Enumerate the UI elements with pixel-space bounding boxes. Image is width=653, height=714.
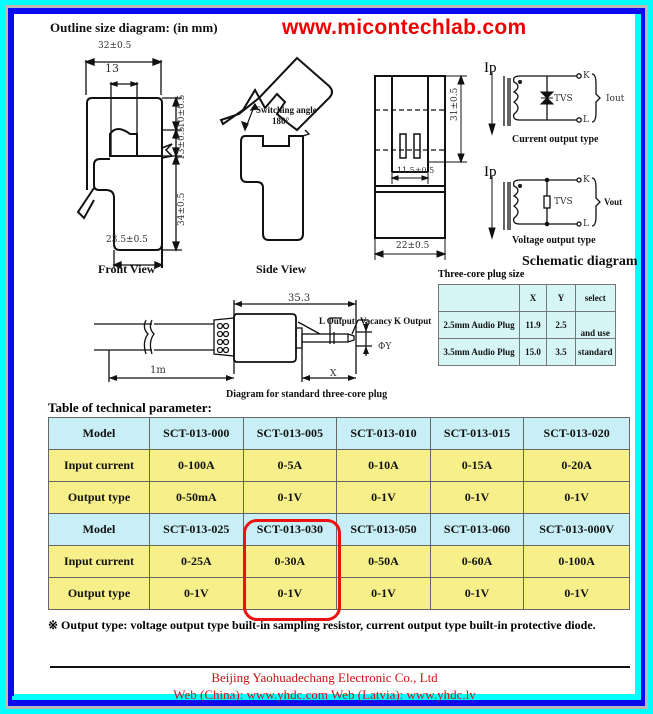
input-current-label: Input current — [49, 546, 150, 578]
input-current-cell: 0-100A — [150, 450, 244, 482]
voltage-ip-label: Ip — [484, 164, 497, 180]
dim-width-total: 32±0.5 — [98, 41, 132, 51]
l-output-label: L Output — [319, 316, 355, 326]
model-cell: SCT-013-000 — [150, 418, 244, 450]
dim-back-height: 31±0.5 — [450, 87, 460, 121]
input-current-cell-highlighted: 0-30A — [243, 546, 337, 578]
plug-x: 11.9 — [520, 312, 547, 339]
input-current-label: Input current — [49, 450, 150, 482]
highlight-ring-sct-013-030 — [243, 519, 341, 621]
tech-table-title: Table of technical parameter: — [48, 400, 212, 415]
output-type-cell: 0-1V — [337, 578, 431, 610]
plug-y: 2.5 — [547, 312, 576, 339]
datasheet-page — [14, 14, 638, 702]
input-current-cell: 0-20A — [524, 450, 630, 482]
model-cell: SCT-013-050 — [337, 514, 431, 546]
vacancy-label: Vacancy — [360, 316, 393, 326]
footer-company: Beijing Yaohuadechang Electronic Co., Ltd — [211, 670, 438, 685]
schematic-title: Schematic diagram — [522, 254, 638, 269]
plug-x-label: X — [330, 369, 337, 379]
input-current-row — [49, 450, 630, 482]
current-out-label: Iout — [606, 94, 625, 104]
switching-angle-label: Switching angle — [256, 105, 317, 115]
input-current-cell: 0-100A — [524, 546, 630, 578]
plug-y: 3.5 — [547, 339, 576, 366]
output-type-label: Output type — [49, 482, 150, 514]
watermark-url: www.micontechlab.com — [282, 16, 527, 39]
plug-size-header-x: X — [520, 285, 547, 312]
output-type-cell: 0-1V — [243, 482, 337, 514]
page-title: Outline size diagram: (in mm) — [50, 20, 218, 35]
plug-diagram — [94, 294, 444, 394]
model-label: Model — [49, 418, 150, 450]
switching-angle-value: 180° — [272, 116, 290, 126]
input-current-cell: 0-10A — [337, 450, 431, 482]
dim-top-height: 10±0.5 — [177, 94, 187, 128]
plug-size-header-row — [439, 285, 616, 312]
current-tvs-label: TVS — [554, 94, 573, 104]
model-cell: SCT-013-010 — [337, 418, 431, 450]
side-view-label: Side View — [256, 262, 307, 276]
model-cell: SCT-013-020 — [524, 418, 630, 450]
plug-diagram-caption: Diagram for standard three-core plug — [226, 389, 388, 400]
output-type-cell: 0-1V — [524, 482, 630, 514]
plug-size-row — [439, 339, 616, 366]
plug-x: 15.0 — [520, 339, 547, 366]
input-current-cell: 0-15A — [430, 450, 524, 482]
cable-length: 1m — [150, 365, 166, 376]
model-label: Model — [49, 514, 150, 546]
output-type-cell: 0-1V — [150, 578, 244, 610]
plug-size-table — [438, 284, 616, 366]
voltage-tvs-label: TVS — [554, 197, 573, 207]
output-type-cell: 0-1V — [337, 482, 431, 514]
plug-select: standard — [576, 339, 616, 366]
plug-size-header-select: select — [576, 285, 616, 312]
frame-blue-left-edge — [8, 8, 14, 696]
output-type-cell: 0-1V — [430, 482, 524, 514]
current-ip-label: Ip — [484, 60, 497, 76]
input-current-cell: 0-5A — [243, 450, 337, 482]
output-type-cell: 0-1V — [524, 578, 630, 610]
output-type-label: Output type — [49, 578, 150, 610]
voltage-out-label: Vout — [604, 197, 623, 207]
dim-bottom-width: 23.5±0.5 — [106, 235, 148, 245]
dim-bottom-height: 34±0.5 — [177, 192, 187, 226]
side-view-drawing — [219, 58, 359, 258]
plug-size-header-blank — [439, 285, 520, 312]
k-output-label: K Output — [394, 316, 432, 326]
frame-blue-top-edge — [8, 8, 641, 14]
output-type-cell: 0-1V — [430, 578, 524, 610]
schematic-current-output — [482, 64, 625, 144]
voltage-k-label: K — [583, 175, 590, 185]
dim-inner-width: 11.5±0.5 — [397, 166, 435, 175]
output-type-cell-highlighted: 0-1V — [243, 578, 337, 610]
model-cell: SCT-013-015 — [430, 418, 524, 450]
model-cell: SCT-013-060 — [430, 514, 524, 546]
voltage-output-caption: Voltage output type — [512, 235, 596, 246]
dim-back-width: 22±0.5 — [396, 241, 430, 251]
footer-web: Web (China): www.yhdc.com Web (Latvia): www.yhdc.lv — [173, 687, 476, 702]
dim-opening: 13 — [105, 62, 119, 75]
footer-divider — [50, 666, 630, 668]
front-view-label: Front View — [98, 262, 156, 276]
input-current-cell: 0-60A — [430, 546, 524, 578]
dim-mid-height: 13±0.5 — [177, 126, 187, 160]
plug-type: 2.5mm Audio Plug — [439, 312, 520, 339]
plug-phi-y-label: ΦY — [378, 342, 392, 352]
plug-size-header-y: Y — [547, 285, 576, 312]
output-type-cell: 0-50mA — [150, 482, 244, 514]
voltage-l-label: L — [583, 219, 589, 229]
model-cell: SCT-013-005 — [243, 418, 337, 450]
output-type-row — [49, 482, 630, 514]
model-cell-highlighted: SCT-013-030 — [243, 514, 337, 546]
input-current-cell: 0-50A — [337, 546, 431, 578]
plug-size-title: Three-core plug size — [438, 269, 525, 280]
current-k-label: K — [583, 71, 590, 81]
plug-type: 3.5mm Audio Plug — [439, 339, 520, 366]
current-output-caption: Current output type — [512, 134, 599, 145]
input-current-cell: 0-25A — [150, 546, 244, 578]
plug-size-row — [439, 312, 616, 339]
current-l-label: L — [583, 115, 589, 125]
model-row — [49, 418, 630, 450]
model-cell: SCT-013-025 — [150, 514, 244, 546]
model-cell: SCT-013-000V — [524, 514, 630, 546]
plug-length: 35.3 — [288, 293, 311, 304]
output-type-note: ※ Output type: voltage output type built-in sampling resistor, current output type built-in protective diode. — [48, 618, 596, 632]
plug-select: and use — [576, 312, 616, 339]
